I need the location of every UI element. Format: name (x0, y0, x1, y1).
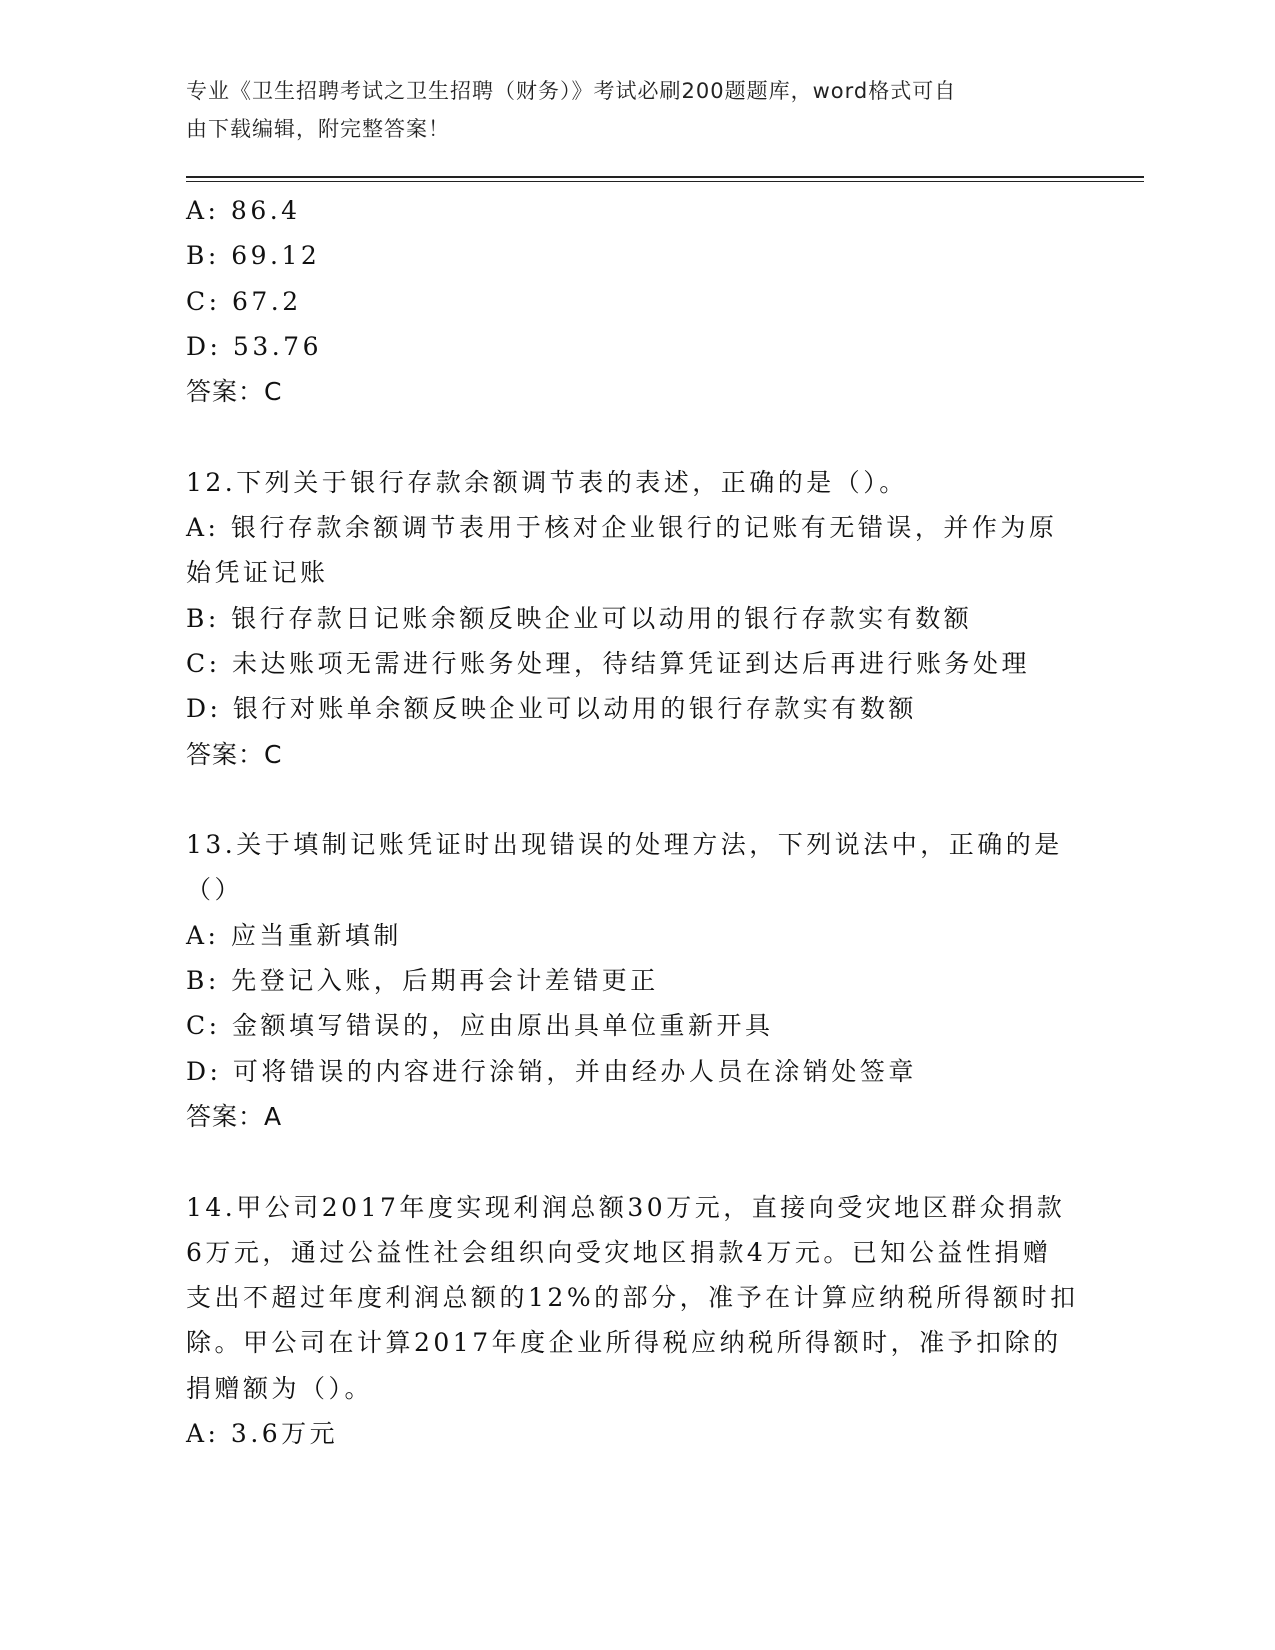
option-a-continued: 始凭证记账 (186, 558, 329, 588)
option-d: D: 银行对账单余额反映企业可以动用的银行存款实有数额 (186, 694, 917, 724)
answer: 答案：C (186, 739, 283, 769)
question-stem-continued: （） (186, 875, 244, 905)
question-stem-continued: 支出不超过年度利润总额的12%的部分，准予在计算应纳税所得额时扣 (186, 1283, 1079, 1313)
option-c: C: 金额填写错误的，应由原出具单位重新开具 (186, 1011, 774, 1041)
question-11 (186, 188, 1086, 414)
question-stem-continued: 捐赠额为（）。 (186, 1373, 374, 1403)
question-stem-continued: 6万元，通过公益性社会组织向受灾地区捐款4万元。已知公益性捐赠 (186, 1237, 1052, 1267)
header-divider-thick (186, 176, 1144, 178)
option-a: A: 3.6万元 (186, 1419, 339, 1449)
question-stem: 14.甲公司2017年度实现利润总额30万元，直接向受灾地区群众捐款 (186, 1192, 1066, 1222)
question-stem-continued: 除。甲公司在计算2017年度企业所得税应纳税所得额时，准予扣除的 (186, 1328, 1062, 1358)
document-header (186, 72, 1066, 148)
option-b: B: 银行存款日记账余额反映企业可以动用的银行存款实有数额 (186, 603, 973, 633)
question-list (186, 188, 1086, 1456)
option-b: B: 69.12 (186, 241, 321, 271)
question-12 (186, 460, 1086, 777)
option-b: B: 先登记入账，后期再会计差错更正 (186, 966, 659, 996)
header-line-1: 专业《卫生招聘考试之卫生招聘（财务）》考试必刷200题题库，word格式可自 (186, 79, 957, 103)
option-a: A: 86.4 (186, 196, 301, 225)
question-stem: 12.下列关于银行存款余额调节表的表述，正确的是（）。 (186, 467, 908, 497)
question-stem: 13.关于填制记账凭证时出现错误的处理方法，下列说法中，正确的是 (186, 830, 1063, 860)
option-a: A: 应当重新填制 (186, 920, 402, 950)
header-divider-thin (186, 181, 1144, 182)
option-c: C: 未达账项无需进行账务处理，待结算凭证到达后再进行账务处理 (186, 648, 1031, 678)
question-14 (186, 1185, 1086, 1457)
option-d: D: 可将错误的内容进行涂销，并由经办人员在涂销处签章 (186, 1056, 917, 1086)
option-a: A: 银行存款余额调节表用于核对企业银行的记账有无错误，并作为原 (186, 513, 1058, 543)
option-d: D: 53.76 (186, 331, 322, 361)
header-line-2: 由下载编辑，附完整答案！ (186, 117, 450, 141)
answer: 答案：A (186, 1101, 283, 1131)
question-13 (186, 822, 1086, 1139)
option-c: C: 67.2 (186, 286, 302, 316)
answer: 答案：C (186, 377, 283, 407)
